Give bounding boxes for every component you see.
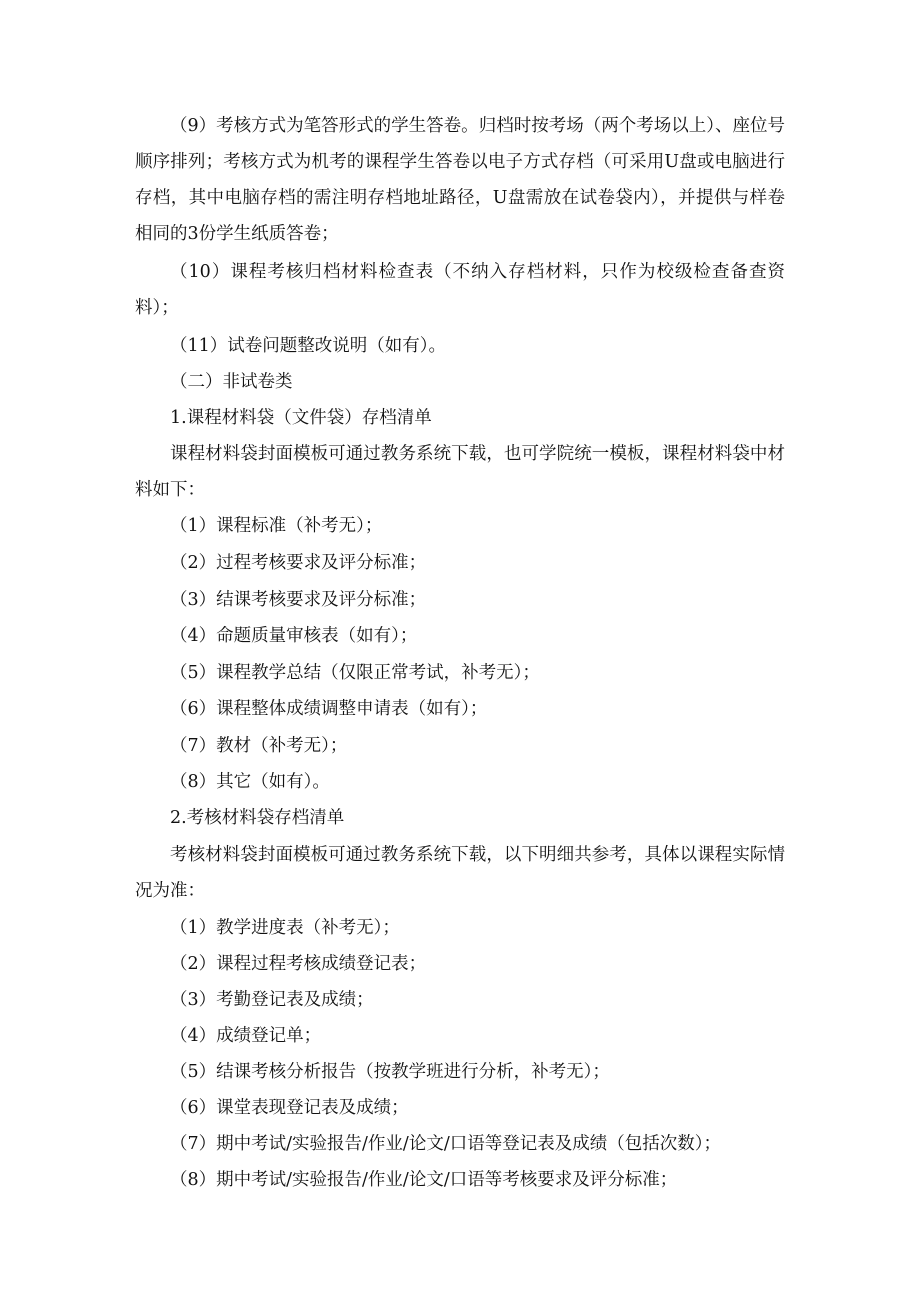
- list-item: （7）教材（补考无）；: [170, 736, 348, 756]
- list-item: （5）结课考核分析报告（按教学班进行分析，补考无）；: [170, 1062, 610, 1082]
- list-item: （1）课程标准（补考无）；: [170, 516, 383, 536]
- list-item: （4）成绩登记单；: [170, 1026, 322, 1046]
- list-item: （8）期中考试/实验报告/作业/论文/口语等考核要求及评分标准；: [170, 1170, 678, 1190]
- list-item: （8）其它（如有）。: [170, 772, 330, 792]
- list-item: （2）过程考核要求及评分标准；: [170, 553, 427, 573]
- list-item: （6）课程整体成绩调整申请表（如有）；: [170, 699, 488, 719]
- list-item: （7）期中考试/实验报告/作业/论文/口语等登记表及成绩（包括次数）；: [170, 1134, 721, 1154]
- list-item: （6）课堂表现登记表及成绩；: [170, 1098, 409, 1118]
- paragraph-item-9: （9）考核方式为笔答形式的学生答卷。归档时按考场（两个考场以上）、座位号顺序排列；考核方式为机考的课程学生答卷以电子方式存档（可采用U盘或电脑进行存档，其中电脑存档的需注明存档地址路径，U盘需放在试卷袋内），并提供与样卷相同的3份学生纸质答卷；: [135, 116, 785, 244]
- list-item: （5）课程教学总结（仅限正常考试，补考无）；: [170, 663, 540, 683]
- section-heading-non-exam: （二）非试卷类: [170, 372, 293, 392]
- list-item: （3）考勤登记表及成绩；: [170, 990, 374, 1010]
- list-item: （1）教学进度表（补考无）；: [170, 918, 400, 938]
- list-item: （3）结课考核要求及评分标准；: [170, 590, 427, 610]
- subsection-heading-course-materials: 1.课程材料袋（文件袋）存档清单: [170, 408, 432, 428]
- subsection-heading-assessment-materials: 2.考核材料袋存档清单: [170, 808, 345, 828]
- list-item: （4）命题质量审核表（如有）；: [170, 626, 418, 646]
- assessment-materials-intro: 考核材料袋封面模板可通过教务系统下载，以下明细共参考，具体以课程实际情况为准：: [135, 845, 785, 901]
- paragraph-item-10: （10）课程考核归档材料检查表（不纳入存档材料，只作为校级检查备查资料）；: [135, 262, 785, 318]
- paragraph-item-11: （11）试卷问题整改说明（如有）。: [170, 336, 447, 356]
- course-materials-intro: 课程材料袋封面模板可通过教务系统下载，也可学院统一模板，课程材料袋中材料如下：: [135, 444, 785, 500]
- list-item: （2）课程过程考核成绩登记表；: [170, 954, 427, 974]
